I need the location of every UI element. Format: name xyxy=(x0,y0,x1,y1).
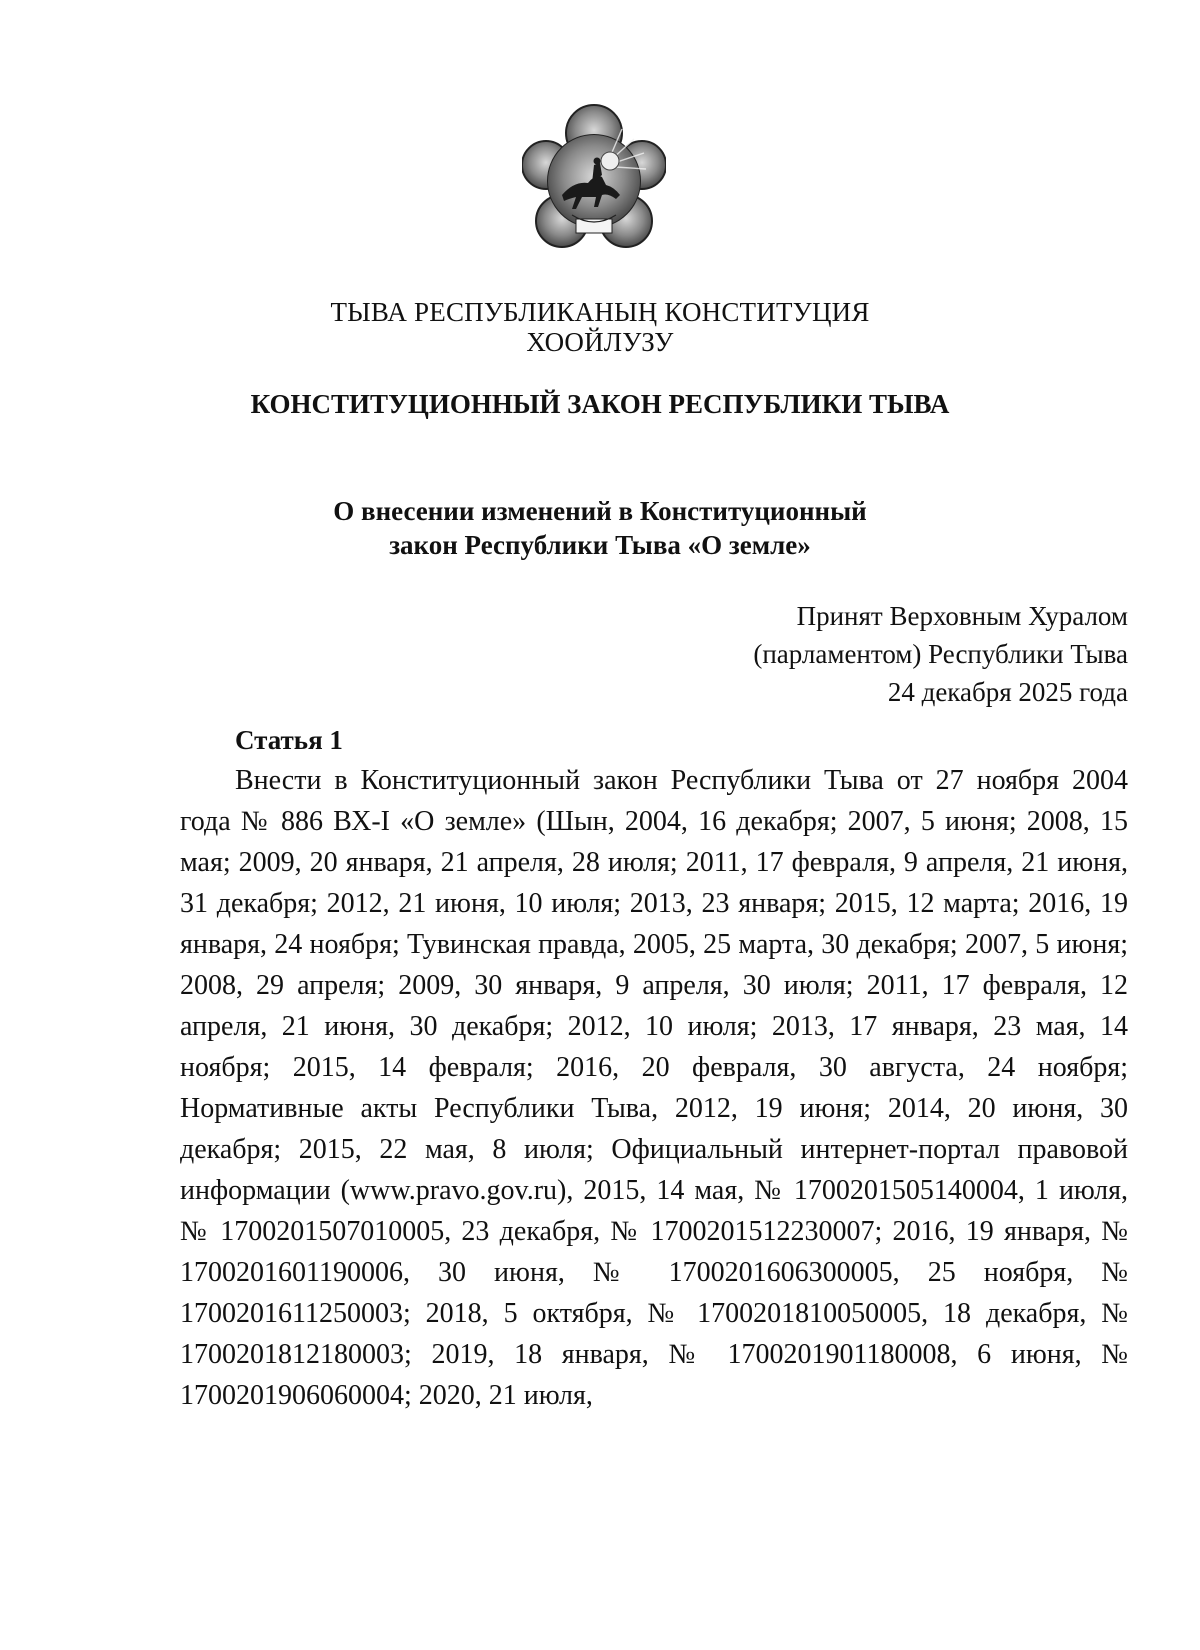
adoption-date: 24 декабря 2025 года xyxy=(887,677,1128,707)
article-body: Внести в Конституционный закон Республики Тыва от 27 ноября 2004 года № 886 ВХ-I «О земле» (Шын, 2004, 16 декабря; 2007, 5 июня; 2008, 15 мая; 2009, 20 января, 21 апреля, 28 июля; 2011, 17 февраля, 9 апреля, 21 июня, 31 декабря; 2012, 21 июня, 10 июля; 2013, 23 января; 2015, 12 марта; 2016, 19 января, 24 ноября; Тувинская правда, 2005, 25 марта, 30 декабря; 2007, 5 июня; 2008, 29 апреля; 2009, 30 января, 9 апреля, 30 июля; 2011, 17 февраля, 12 апреля, 21 июня, 30 декабря; 2012, 10 июля; 2013, 17 января, 23 мая, 14 ноября; 2015, 14 февраля; 2016, 20 февраля, 30 августа, 24 ноября; Нормативные акты Республики Тыва, 2012, 19 июня; 2014, 20 июня, 30 декабря; 2015, 22 мая, 8 июля; Официальный интернет-портал правовой информации (www.pravo.gov.ru), 2015, 14 мая, № 1700201505140004, 1 июля, № 1700201507010005, 23 декабря, № 1700201512230007; 2016, 19 января, № 1700201601190006, 30 июня, № 1700201606300005, 25 ноября, № 1700201611250003; 2018, 5 октября, № 1700201810050005, 18 декабря, № 1700201812180003; 2019, 18 января, № 1700201901180008, 6 июня, № 1700201906060004; 2020, 21 июля, xyxy=(180,765,1128,1411)
law-name-line1: О внесении изменений в Конституционный xyxy=(333,496,867,526)
adoption-line2: (парламентом) Республики Тыва xyxy=(753,639,1128,669)
law-name xyxy=(0,494,1200,562)
russian-title: КОНСТИТУЦИОННЫЙ ЗАКОН РЕСПУБЛИКИ ТЫВА xyxy=(250,389,950,419)
article-heading: Статья 1 xyxy=(235,725,343,755)
tuva-emblem xyxy=(522,103,666,255)
tuvan-title-line1: ТЫВА РЕСПУБЛИКАНЫҢ КОНСТИТУЦИЯ xyxy=(330,297,870,327)
tuva-emblem-icon xyxy=(522,103,666,255)
adoption-line1: Принят Верховным Хуралом xyxy=(796,601,1128,631)
adoption-block xyxy=(753,597,1128,711)
law-name-line2: закон Республики Тыва «О земле» xyxy=(389,530,811,560)
tuvan-title-line2: ХООЙЛУЗУ xyxy=(526,327,674,357)
tuvan-title xyxy=(0,297,1200,357)
